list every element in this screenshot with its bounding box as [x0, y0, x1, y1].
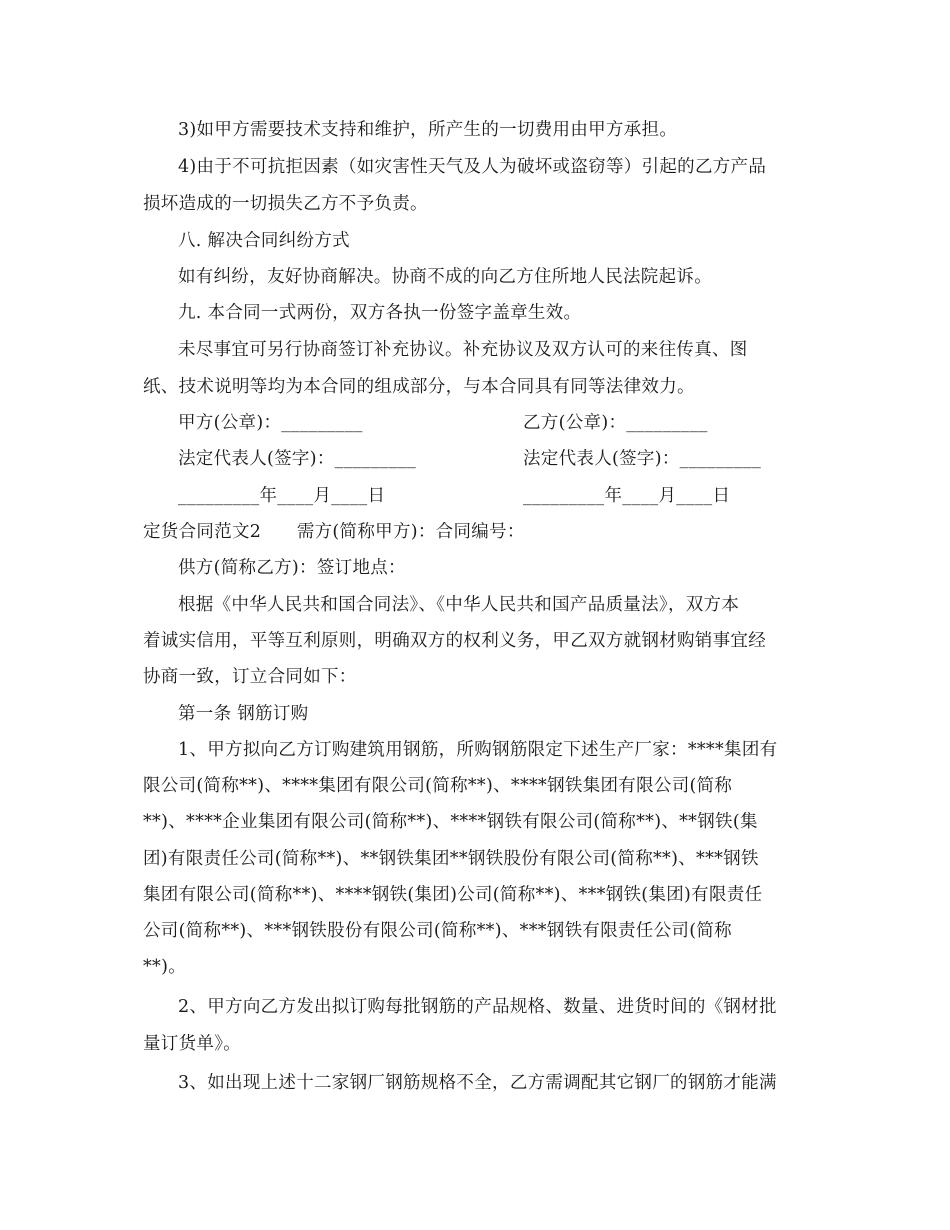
paragraph-line: 4)由于不可抗拒因素（如灾害性天气及人为破坏或盗窃等）引起的乙方产品: [178, 157, 767, 177]
paragraph-line: 公司(简称**)、***钢铁股份有限公司(简称**)、***钢铁有限责任公司(简称: [143, 921, 732, 941]
paragraph-line: 团)有限责任公司(简称**)、**钢铁集团**钢铁股份有限公司(简称**)、***钢铁: [143, 849, 759, 869]
paragraph-line: 协商一致，订立合同如下：: [143, 667, 357, 687]
section-heading: 八. 解决合同纠纷方式: [178, 231, 350, 251]
paragraph-line: 纸、技术说明等均为本合同的组成部分，与本合同具有同等法律效力。: [143, 377, 695, 397]
paragraph-line: **)、****企业集团有限公司(简称**)、****钢铁有限公司(简称**)、**钢铁(集: [143, 812, 758, 832]
paragraph-line: 集团有限公司(简称**)、****钢铁(集团)公司(简称**)、***钢铁(集团)有限责任: [143, 885, 763, 905]
paragraph-line: 3)如甲方需要技术支持和维护，所产生的一切费用由甲方承担。: [178, 120, 678, 140]
party-a-representative: 法定代表人(签字)：_________: [178, 449, 417, 469]
party-a-seal: 甲方(公章)：_________: [178, 413, 363, 433]
paragraph-line: 损坏造成的一切损失乙方不予负责。: [143, 194, 428, 214]
paragraph-line: **)。: [143, 957, 187, 977]
paragraph-line: 着诚实信用，平等互利原则，明确双方的权利义务，甲乙双方就钢材购销事宜经: [143, 631, 766, 651]
party-a-date: _________年____月____日: [178, 486, 386, 506]
paragraph-line: 1、甲方拟向乙方订购建筑用钢筋，所购钢筋限定下述生产厂家：****集团有: [178, 740, 778, 760]
paragraph-line: 未尽事宜可另行协商签订补充协议。补充协议及双方认可的来往传真、图: [178, 340, 748, 360]
paragraph-line: 2、甲方向乙方发出拟订购每批钢筋的产品规格、数量、进货时间的《钢材批: [178, 997, 777, 1017]
party-b-seal: 乙方(公章)：_________: [523, 413, 708, 433]
paragraph-line: 3、如出现上述十二家钢厂钢筋规格不全，乙方需调配其它钢厂的钢筋才能满: [178, 1073, 777, 1093]
paragraph-line: 根据《中华人民共和国合同法》、《中华人民共和国产品质量法》，双方本: [178, 595, 740, 615]
paragraph-line: 量订货单》。: [143, 1034, 242, 1054]
contract-title: 定货合同范文2 需方(简称甲方)：合同编号：: [143, 522, 525, 542]
paragraph-line: 限公司(简称**)、****集团有限公司(简称**)、****钢铁集团有限公司(简称: [143, 776, 733, 796]
article-heading: 第一条 钢筋订购: [178, 704, 309, 724]
section-heading: 九. 本合同一式两份，双方各执一份签字盖章生效。: [178, 303, 582, 323]
party-b-representative: 法定代表人(签字)：_________: [523, 449, 762, 469]
paragraph-line: 供方(简称乙方)：签订地点：: [178, 558, 406, 578]
party-b-date: _________年____月____日: [523, 486, 731, 506]
paragraph-line: 如有纠纷，友好协商解决。协商不成的向乙方住所地人民法院起诉。: [178, 267, 712, 287]
